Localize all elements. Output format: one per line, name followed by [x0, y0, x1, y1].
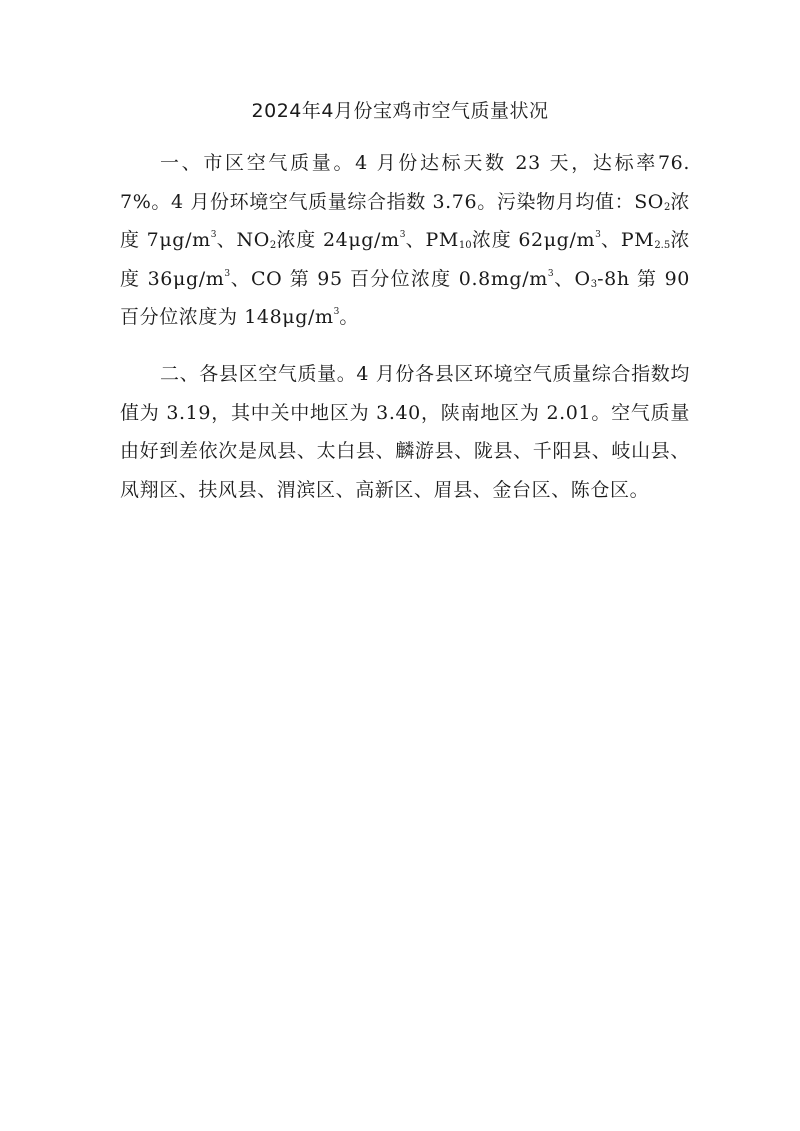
paragraph-city-air-quality — [120, 144, 690, 337]
paragraph-county-air-quality: 二、各县区空气质量。4 月份各县区环境空气质量综合指数均值为 3.19，其中关中地区为 3.40，陕南地区为 2.01。空气质量由好到差依次是凤县、太白县、麟游县、陇县、千阳县、岐山县、凤翔区、扶风县、渭滨区、高新区、眉县、金台区、陈仓区。 — [120, 363, 690, 501]
no2-value: 浓度 24μg/m — [276, 229, 400, 251]
separator: 、 — [405, 229, 426, 251]
cubic-superscript: 3 — [224, 268, 231, 279]
o3-value: -8h 第 90 百分位浓度为 148μg/m — [120, 267, 690, 328]
cubic-superscript: 3 — [210, 230, 217, 240]
o3-subscript: 3 — [590, 278, 598, 290]
pm25-value: 浓度 36μg/m — [120, 229, 691, 290]
cubic-superscript: 3 — [399, 230, 406, 240]
so2-label: SO — [634, 190, 664, 213]
cubic-superscript: 3 — [547, 268, 554, 279]
cubic-superscript: 3 — [595, 230, 601, 240]
no2-subscript: 2 — [269, 240, 277, 251]
separator: 、 — [553, 267, 575, 290]
pm10-label: PM — [425, 229, 459, 251]
so2-subscript: 2 — [663, 201, 671, 213]
pm10-value: 浓度 62μg/m — [471, 229, 596, 251]
cubic-superscript: 3 — [333, 307, 340, 317]
o3-label: O — [574, 267, 591, 290]
separator: 、 — [600, 229, 621, 251]
separator: 、 — [216, 229, 237, 251]
so2-value: 浓度 7μg/m — [120, 190, 690, 251]
document-title: 2024年4月份宝鸡市空气质量状况 — [251, 100, 549, 122]
pm25-label: PM — [620, 229, 655, 251]
pm25-subscript: 2.5 — [654, 240, 671, 251]
paragraph-1-lead: 一、市区空气质量。4 月份达标天数 23 天，达标率76.7%。4 月份环境空气质量综合指数 3.76。污染物月均值： — [120, 152, 690, 213]
sentence-end: 。 — [339, 306, 359, 328]
no2-label: NO — [236, 229, 270, 251]
co-value: 、CO 第 95 百分位浓度 0.8mg/m — [230, 267, 548, 290]
pm10-subscript: 10 — [458, 240, 472, 251]
